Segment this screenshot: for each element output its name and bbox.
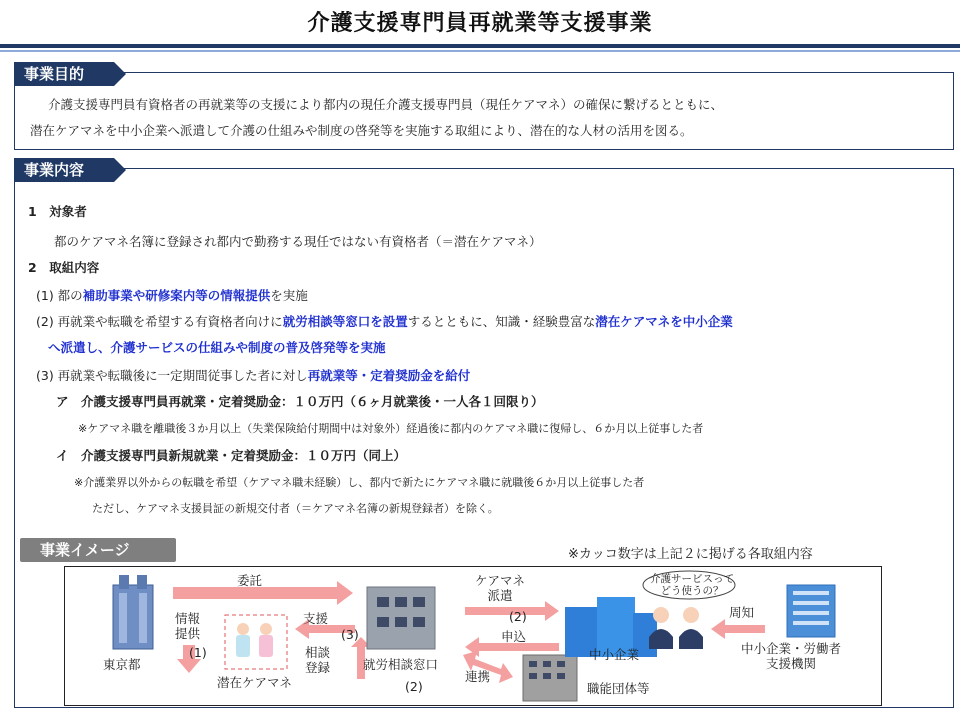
commission-label: 委託 [237,573,263,588]
publicize-label: 周知 [729,605,755,620]
consult-label-1: 相談 [305,645,331,660]
item-1-pre: (1) 都の [36,288,83,303]
agency-label-2: 支援機関 [766,656,817,671]
item-2-pre: (2) 再就業や転職を希望する有資格者向けに [36,314,283,329]
grant-a-note: ※ケアマネ職を離職後３か月以上（失業保険給付期間中は対象外）経過後に都内のケアマネ職に復帰し、６か月以上従事した者 [78,422,704,435]
dispatch-label [475,573,525,603]
page-title: 介護支援専門員再就業等支援事業 [307,11,653,36]
purpose-label: 事業目的 [14,62,114,86]
item-3-highlight: 再就業等・定着奨励金を給付 [307,368,471,383]
dispatch-label-1: ケアマネ [475,573,526,588]
number-2b: (2) [509,609,527,624]
item-2-highlight-1: 就労相談等窓口を設置 [282,314,408,329]
grant-b-note-1: ※介護業界以外からの転職を希望（ケアマネ職未経験）し、都内で新たにケアマネ職に就職後６か月以上従事した者 [74,476,645,489]
item-3 [36,366,470,384]
number-3: (3) [341,627,359,642]
tokyo-building-icon [113,575,153,649]
professional-building-icon [523,655,577,701]
agency-label [741,641,841,671]
grant-b: イ 介護支援専門員新規就業・定着奨励金：１０万円（同上） [56,448,407,463]
consult-label-2: 登録 [305,660,331,675]
flow-diagram [64,566,882,706]
grant-b-note-2: ただし、ケアマネ支援員証の新規交付者（＝ケアマネ名簿の新規登録者）を除く。 [92,502,499,515]
item-2-highlight-3: へ派遣し、介護サービスの仕組みや制度の普及啓発等を実施 [48,340,386,355]
number-2a: (2) [405,679,423,694]
item-2-highlight-2: 潜在ケアマネを中小企業 [595,314,733,329]
image-label: 事業イメージ [20,538,176,562]
item-1-post: を実施 [270,288,308,303]
purpose-line-2: 潜在ケアマネを中小企業へ派遣して介護の仕組みや制度の啓発等を実施する取組により、潜在的な人材の活用を図る。 [30,123,693,138]
tokyo-label: 東京都 [103,657,141,672]
sme-label: 中小企業 [589,647,640,662]
info-label-1: 情報 [175,611,201,626]
info-label [175,611,200,641]
section-1-text: 都のケアマネ名簿に登録され都内で勤務する現任ではない有資格者（＝潜在ケアマネ） [54,234,542,249]
content-label: 事業内容 [14,158,114,182]
commission-arrow [173,581,353,605]
title-rule [0,44,960,48]
publicize-arrow [711,619,765,639]
dispatch-label-2: 派遣 [487,588,513,603]
bubble-text [650,573,734,597]
item-1-highlight: 補助事業や研修案内等の情報提供 [82,288,271,303]
agency-label-1: 中小企業・労働者 [741,641,842,656]
purpose-line-1: 介護支援専門員有資格者の再就業等の支援により都内の現任介護支援専門員（現任ケアマネ）の確保に繋げるとともに、 [48,97,724,112]
number-1: (1) [189,645,207,660]
item-2 [36,312,733,330]
purpose-text [30,92,930,144]
latent-box [225,615,287,669]
agency-building-icon [787,585,835,637]
latent-label: 潜在ケアマネ [217,675,293,690]
support-label: 支援 [303,611,329,626]
bubble-text-2: どう使うの？ [660,585,724,597]
business-people-icon [649,607,703,649]
image-note: ※カッコ数字は上記２に掲げる各取組内容 [568,547,813,562]
bubble-text-1: 介護サービスって [650,573,735,585]
title-rule-thin [0,50,960,52]
consult-label [305,645,330,675]
window-label: 就労相談窓口 [363,657,439,672]
item-3-pre: (3) 再就業や転職後に一定期間従事した者に対し [36,368,308,383]
item-1 [36,286,308,304]
prof-label: 職能団体等 [587,681,650,696]
window-building-icon [367,587,435,649]
apply-label: 申込 [501,629,527,644]
grant-a: ア 介護支援専門員再就業・定着奨励金：１０万円（６ヶ月就業後・一人各１回限り） [56,394,544,409]
item-2-mid: するとともに、知識・経験豊富な [407,314,596,329]
collab-label: 連携 [465,669,491,684]
info-label-2: 提供 [175,626,201,641]
section-1-heading: 1 対象者 [28,204,87,219]
section-2-heading: 2 取組内容 [28,260,100,275]
